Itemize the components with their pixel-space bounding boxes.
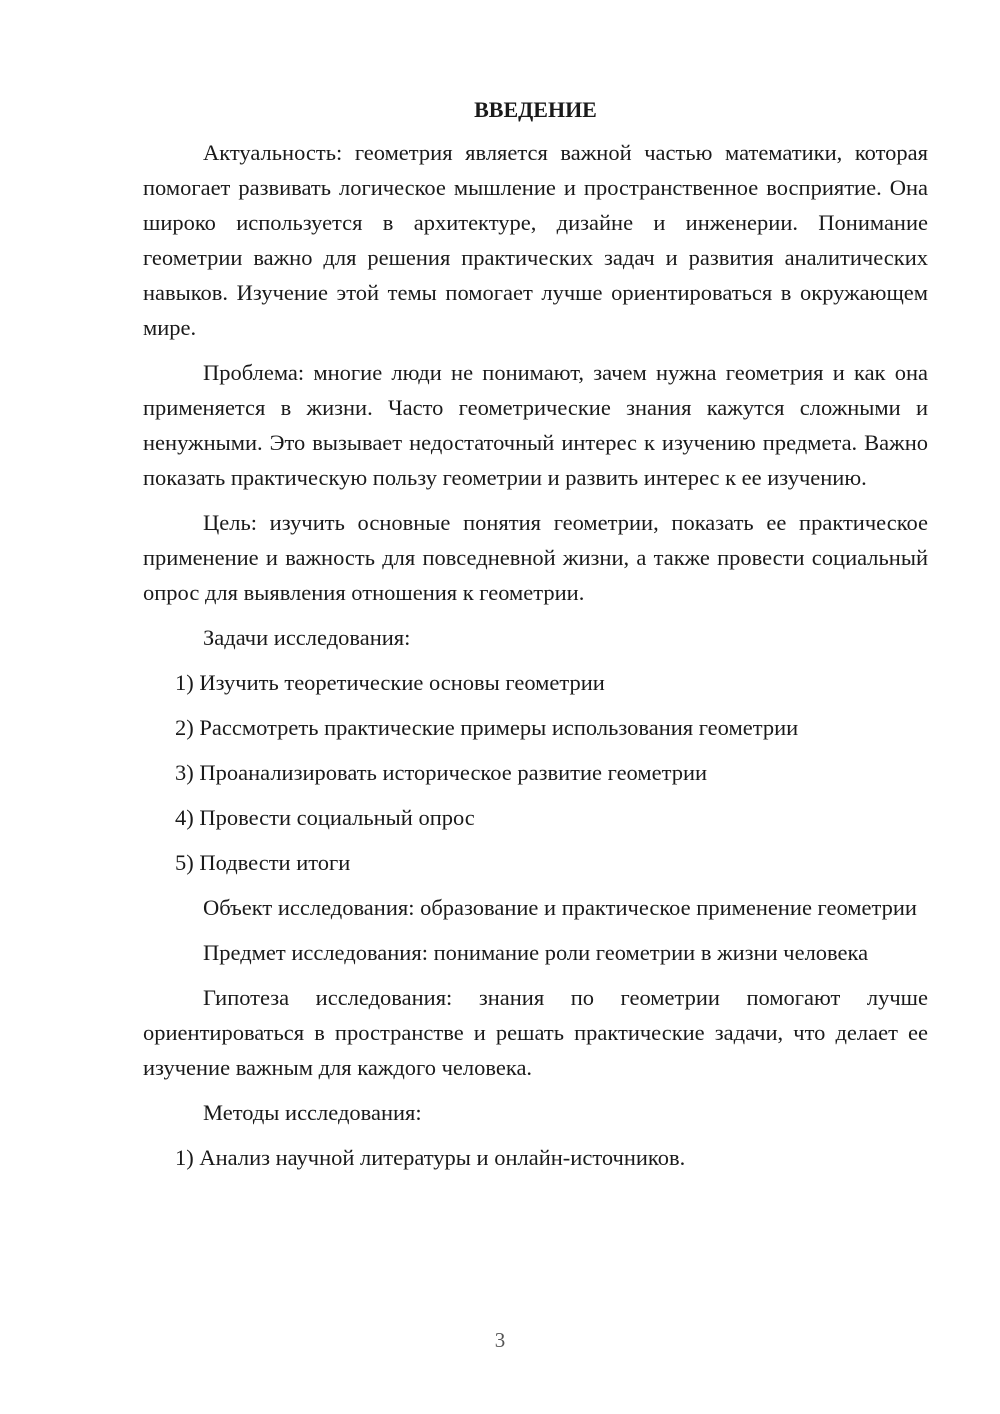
goal-paragraph: Цель: изучить основные понятия геометрии, показать ее практическое применение и важность для повседневной жизни, а также провести социальный опрос для выявления отношения к геометрии.	[143, 510, 928, 605]
list-item: 4) Провести социальный опрос	[175, 805, 475, 830]
page-title: ВВЕДЕНИЕ	[474, 97, 597, 122]
subject-paragraph: Предмет исследования: понимание роли геометрии в жизни человека	[203, 940, 869, 965]
list-item: 1) Изучить теоретические основы геометрии	[175, 670, 605, 695]
page-number: 3	[494, 1328, 506, 1352]
document-page	[143, 92, 928, 1185]
list-item: 5) Подвести итоги	[175, 850, 351, 875]
list-item: 1) Анализ научной литературы и онлайн-источников.	[175, 1145, 686, 1170]
tasks-heading: Задачи исследования:	[203, 625, 411, 650]
list-item: 2) Рассмотреть практические примеры использования геометрии	[175, 715, 799, 740]
problem-paragraph: Проблема: многие люди не понимают, зачем нужна геометрия и как она применяется в жизни. Часто геометрические знания кажутся сложными и ненужными. Это вызывает недостаточный интерес к изучению предмета. Важно показать практическую пользу геометрии и развить интерес к ее изучению.	[143, 360, 928, 490]
tasks-list	[143, 665, 928, 880]
list-item: 3) Проанализировать историческое развитие геометрии	[175, 760, 708, 785]
methods-list	[143, 1140, 928, 1175]
relevance-paragraph: Актуальность: геометрия является важной частью математики, которая помогает развивать логическое мышление и пространственное восприятие. Она широко используется в архитектуре, дизайне и инженерии. Понимание геометрии важно для решения практических задач и развития аналитических навыков. Изучение этой темы помогает лучше ориентироваться в окружающем мире.	[143, 140, 928, 340]
hypothesis-paragraph: Гипотеза исследования: знания по геометрии помогают лучше ориентироваться в пространстве и решать практические задачи, что делает ее изучение важным для каждого человека.	[143, 985, 928, 1080]
methods-heading: Методы исследования:	[203, 1100, 422, 1125]
object-paragraph: Объект исследования: образование и практическое применение геометрии	[203, 895, 917, 920]
